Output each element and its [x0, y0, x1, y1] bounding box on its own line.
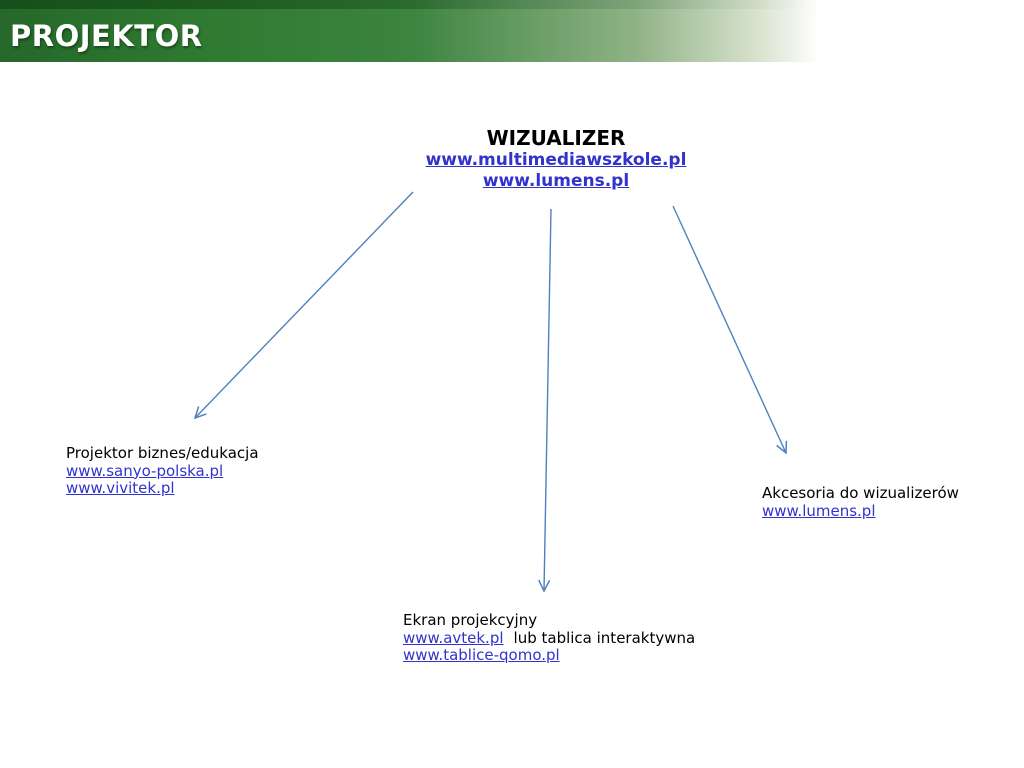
ekran-link-row: [403, 630, 695, 648]
wizualizer-title: WIZUALIZER: [486, 126, 626, 150]
arrow-to-projektor-biznes: [195, 192, 413, 418]
arrow-to-ekran-projekcyjny: [544, 209, 551, 591]
header-bar: [0, 0, 1024, 62]
link-lumens-right[interactable]: www.lumens.pl: [762, 501, 876, 520]
link-avtek[interactable]: www.avtek.pl: [403, 628, 504, 647]
link-sanyo-polska[interactable]: www.sanyo-polska.pl: [66, 461, 224, 480]
link-vivitek[interactable]: www.vivitek.pl: [66, 479, 175, 497]
header-top-strip: [0, 0, 1024, 9]
node-akcesoria: [762, 485, 959, 520]
ekran-projekcyjny-label: Ekran projekcyjny: [403, 611, 538, 629]
ekran-suffix-text: lub tablica interaktywna: [513, 628, 696, 647]
akcesoria-label: Akcesoria do wizualizerów: [762, 484, 959, 502]
projektor-biznes-label: Projektor biznes/edukacja: [66, 444, 259, 462]
link-tablice-qomo[interactable]: www.tablice-qomo.pl: [403, 646, 560, 664]
link-lumens-center[interactable]: www.lumens.pl: [482, 171, 630, 191]
header-main: [0, 9, 1024, 62]
arrow-to-akcesoria: [673, 206, 786, 453]
link-multimediawszkole[interactable]: www.multimediawszkole.pl: [425, 150, 687, 170]
page-title: PROJEKTOR: [10, 18, 203, 53]
node-projektor-biznes: [66, 445, 259, 498]
node-wizualizer: [346, 126, 766, 192]
node-ekran-projekcyjny: [403, 612, 695, 665]
